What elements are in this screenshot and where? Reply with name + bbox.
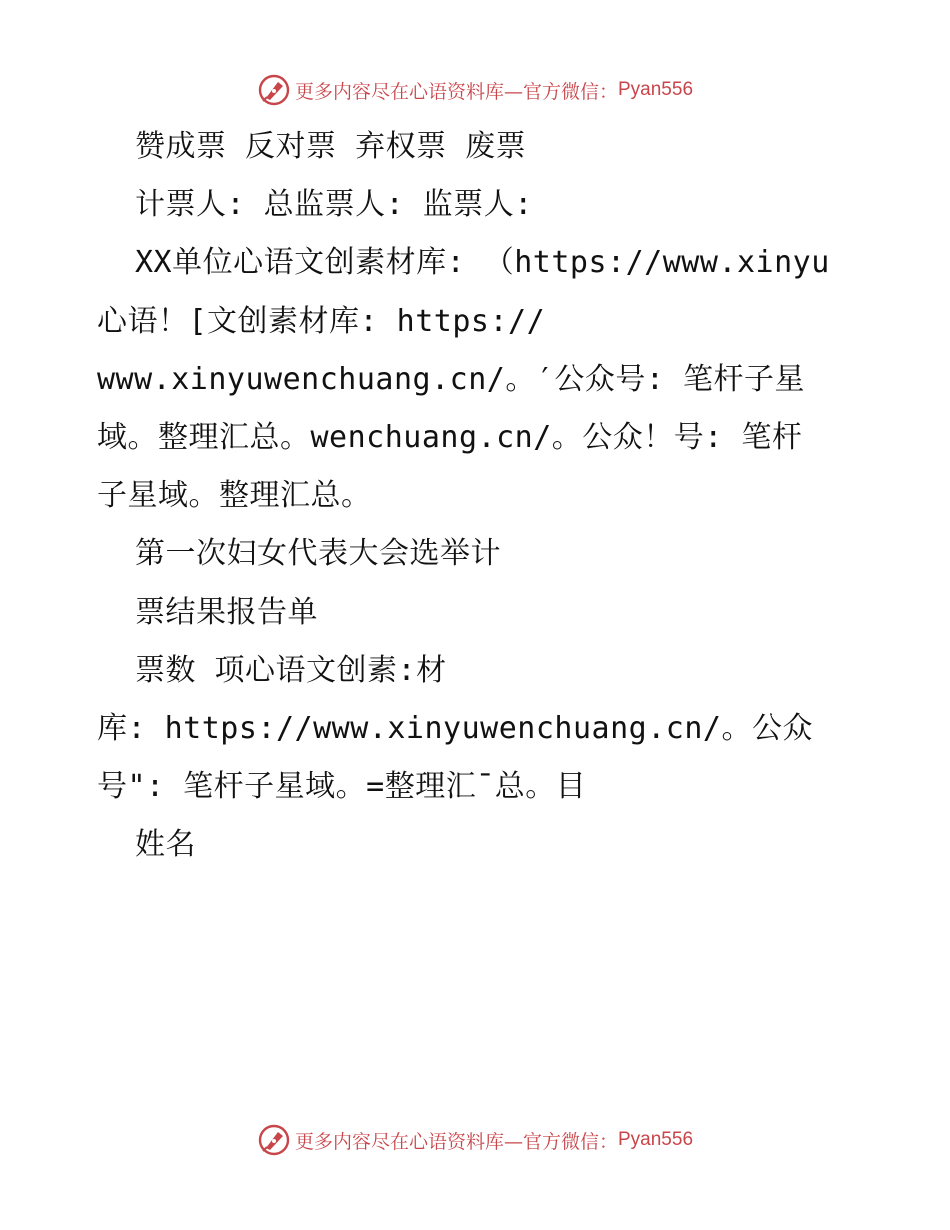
doc-line: 号": 笔杆子星域。=整理汇¯总。目 bbox=[97, 769, 587, 805]
pen-nib-circle-icon bbox=[257, 73, 291, 107]
doc-line: 库: https://www.xinyuwenchuang.cn/。公众 bbox=[97, 710, 813, 746]
doc-line: 计票人: 总监票人: 监票人: bbox=[135, 187, 533, 223]
doc-line: 票数 项心语文创素:材 bbox=[135, 652, 447, 688]
banner-wechat-id: Pyan556 bbox=[618, 1129, 694, 1150]
banner-text: 更多内容尽在心语资料库—官方微信： bbox=[294, 1130, 618, 1153]
banner-wechat-id: Pyan556 bbox=[618, 79, 694, 100]
doc-line: 第一次妇女代表大会选举计 bbox=[135, 536, 501, 572]
doc-line: 域。整理汇总。wenchuang.cn/。公众！号: 笔杆 bbox=[97, 419, 803, 455]
doc-line: www.xinyuwenchuang.cn/。′公众号: 笔杆子星 bbox=[97, 361, 806, 397]
footer-watermark-banner bbox=[0, 1120, 950, 1160]
header-watermark-banner bbox=[0, 70, 950, 110]
doc-line: 子星域。整理汇总。 bbox=[97, 478, 372, 514]
pen-nib-circle-icon bbox=[257, 1123, 291, 1157]
doc-line: XX单位心语文创素材库: （https://www.xinyu bbox=[135, 245, 830, 281]
document-body bbox=[97, 118, 857, 874]
doc-line: 姓名 bbox=[135, 827, 196, 863]
banner-text: 更多内容尽在心语资料库—官方微信： bbox=[294, 80, 618, 103]
doc-line: 赞成票 反对票 弃权票 废票 bbox=[135, 129, 527, 164]
doc-line: 票结果报告单 bbox=[135, 594, 318, 630]
doc-line: 心语！[文创素材库: https:// bbox=[97, 303, 546, 339]
